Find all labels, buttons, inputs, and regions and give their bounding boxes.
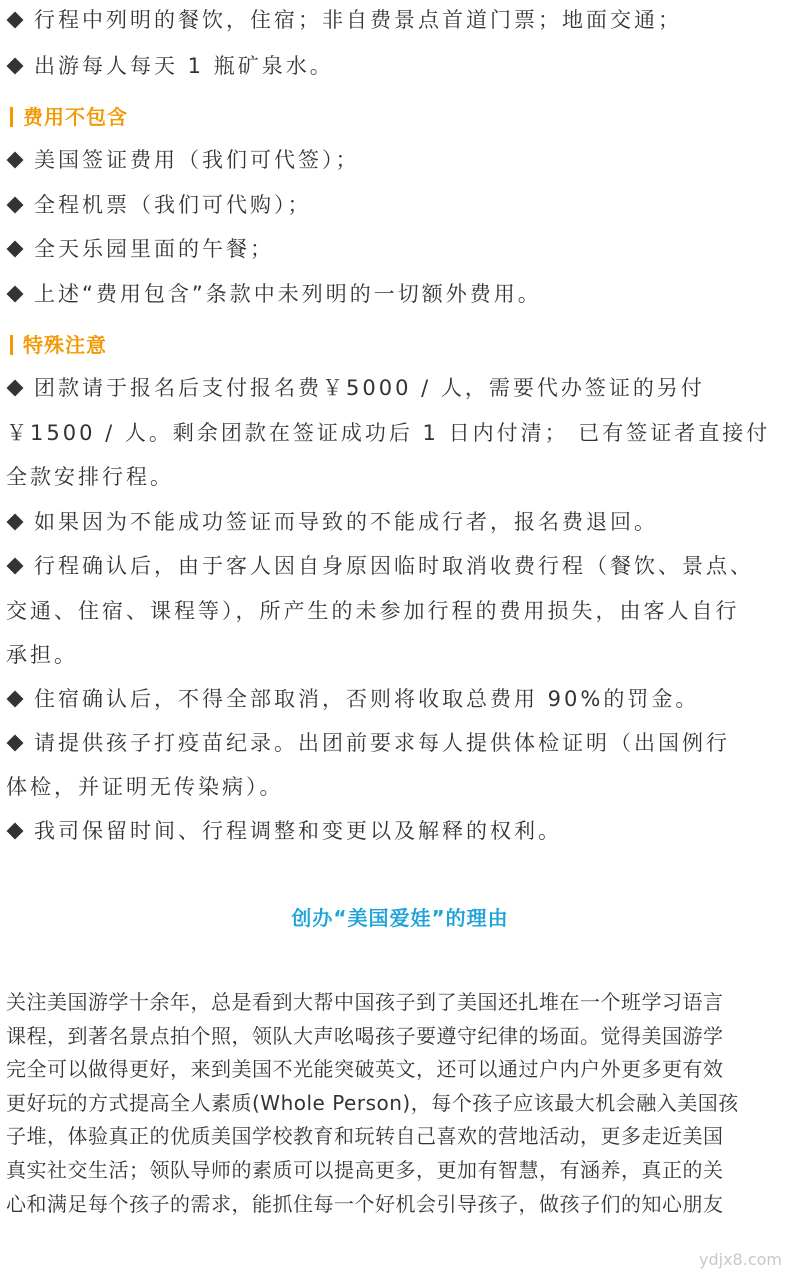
diamond-bullet-icon <box>6 557 24 575</box>
note-text: 请提供孩子打疫苗纪录。出团前要求每人提供体检证明（出国例行 <box>34 731 730 755</box>
note-text: 行程确认后，由于客人因自身原因临时取消收费行程（餐饮、景点、 <box>34 554 754 578</box>
diamond-bullet-icon <box>6 196 24 214</box>
heading-bar-icon <box>10 107 13 127</box>
section-heading-text: 特殊注意 <box>23 333 107 357</box>
included-item-text: 出游每人每天 1 瓶矿泉水。 <box>34 54 334 78</box>
excluded-item-text: 全天乐园里面的午餐； <box>34 237 274 261</box>
note-line <box>6 817 562 845</box>
reason-line: 更好玩的方式提高全人素质(Whole Person)，每个孩子应该最大机会融入美国孩 <box>6 1090 739 1115</box>
reason-title: 创办“美国爱娃”的理由 <box>291 906 509 930</box>
excluded-item-text: 美国签证费用（我们可代签）； <box>34 148 360 172</box>
note-text: 我司保留时间、行程调整和变更以及解释的权利。 <box>34 819 562 843</box>
reason-line: 心和满足每个孩子的需求，能抓住每一个好机会引导孩子，做孩子们的知心朋友 <box>6 1191 724 1216</box>
included-item <box>6 52 334 80</box>
excluded-item-text: 全程机票（我们可代购）； <box>34 193 312 217</box>
included-item <box>6 6 682 34</box>
note-text: 承担。 <box>6 643 78 667</box>
diamond-bullet-icon <box>6 285 24 303</box>
reason-line: 关注美国游学十余年，总是看到大帮中国孩子到了美国还扎堆在一个班学习语言 <box>6 990 724 1014</box>
excluded-item <box>6 191 312 219</box>
diamond-bullet-icon <box>6 822 24 840</box>
reason-paragraph <box>6 986 796 1221</box>
diamond-bullet-icon <box>6 690 24 708</box>
note-line <box>6 773 284 801</box>
section-heading-excluded <box>10 103 128 131</box>
note-line <box>6 419 770 447</box>
note-line <box>6 685 699 713</box>
reason-line: 子堆，体验真正的优质美国学校教育和玩转自己喜欢的营地活动，更多走近美国 <box>6 1124 724 1149</box>
reason-line: 完全可以做得更好，来到美国不光能突破英文，还可以通过户内户外更多更有效 <box>6 1057 724 1082</box>
note-line <box>6 374 705 402</box>
note-line <box>6 552 754 580</box>
note-text: 团款请于报名后支付报名费￥5000 / 人，需要代办签证的另付 <box>34 376 705 400</box>
section-heading-notes <box>10 331 107 359</box>
note-text: 住宿确认后，不得全部取消，否则将收取总费用 90%的罚金。 <box>34 687 700 711</box>
diamond-bullet-icon <box>6 734 24 752</box>
note-text: 全款安排行程。 <box>6 465 174 489</box>
note-line <box>6 463 174 491</box>
diamond-bullet-icon <box>6 240 24 258</box>
watermark: ydjx8.com <box>699 1250 782 1269</box>
excluded-item-text: 上述“费用包含”条款中未列明的一切额外费用。 <box>34 282 542 306</box>
reason-line: 课程，到著名景点拍个照，领队大声吆喝孩子要遵守纪律的场面。觉得美国游学 <box>6 1023 724 1048</box>
heading-bar-icon <box>10 335 13 355</box>
excluded-item <box>6 235 274 263</box>
diamond-bullet-icon <box>6 57 24 75</box>
note-text: ￥1500 / 人。剩余团款在签证成功后 1 日内付清； 已有签证者直接付 <box>6 421 771 445</box>
note-line <box>6 508 658 536</box>
diamond-bullet-icon <box>6 11 24 29</box>
note-text: 交通、住宿、课程等），所产生的未参加行程的费用损失，由客人自行 <box>6 599 740 623</box>
excluded-item <box>6 280 542 308</box>
note-text: 体检，并证明无传染病）。 <box>6 775 284 799</box>
diamond-bullet-icon <box>6 379 24 397</box>
reason-line: 真实社交生活；领队导师的素质可以提高更多，更加有智慧，有涵养，真正的关 <box>6 1157 724 1182</box>
note-line <box>6 729 730 757</box>
excluded-item <box>6 146 360 174</box>
note-text: 如果因为不能成功签证而导致的不能成行者，报名费退回。 <box>34 510 658 534</box>
diamond-bullet-icon <box>6 513 24 531</box>
note-line <box>6 597 740 625</box>
included-item-text: 行程中列明的餐饮，住宿；非自费景点首道门票；地面交通； <box>34 8 682 32</box>
diamond-bullet-icon <box>6 151 24 169</box>
section-heading-text: 费用不包含 <box>23 105 128 129</box>
note-line <box>6 641 78 669</box>
